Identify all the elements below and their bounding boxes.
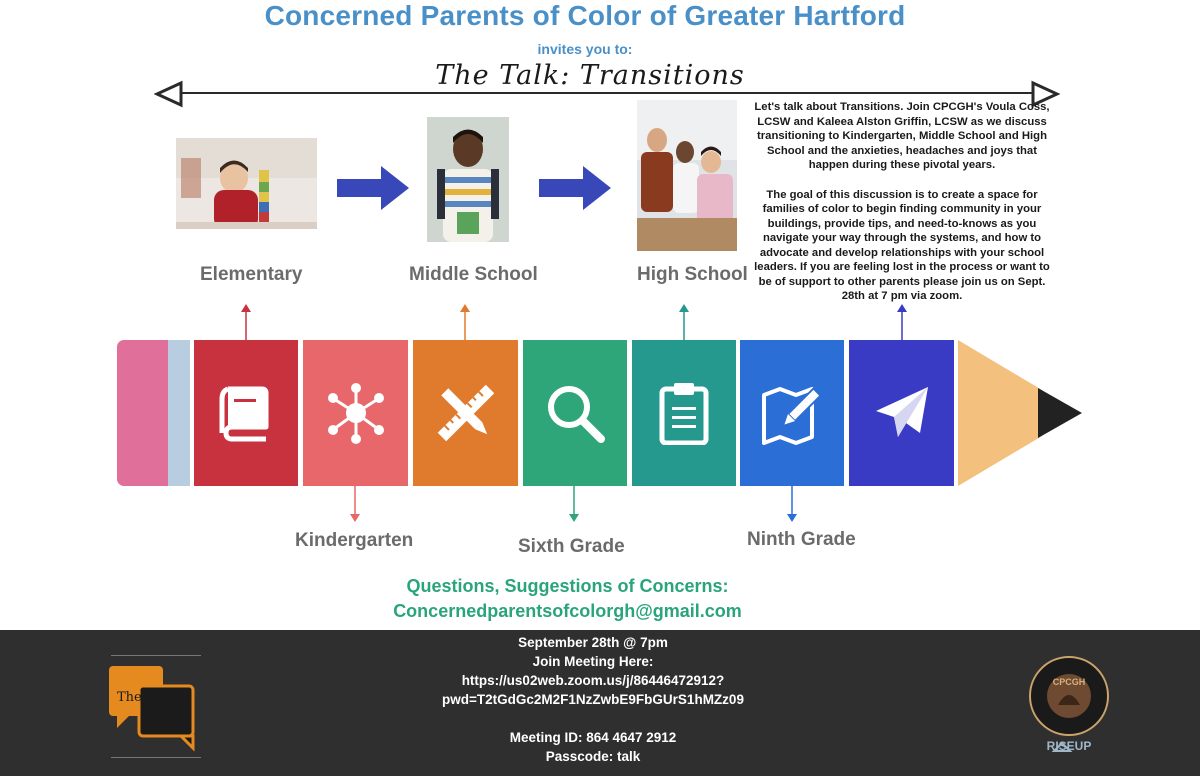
connector-high-school	[678, 304, 690, 342]
connector-description	[896, 304, 908, 342]
arrow-middle-to-high-icon	[539, 166, 612, 210]
cpcgh-badge-text: CPCGH	[1052, 677, 1086, 687]
contact-email-link[interactable]: Concernedparentsofcolorgh@gmail.com	[393, 601, 742, 621]
contact-block	[0, 574, 1135, 624]
book-icon	[214, 383, 278, 443]
timeline-line	[175, 92, 1035, 94]
stage-label-kindergarten: Kindergarten	[295, 530, 414, 551]
the-talk-logo-text: The Talk	[117, 690, 174, 705]
pencil-ferrule	[168, 340, 190, 486]
timeline-left-arrow-icon	[154, 80, 184, 108]
meeting-passcode: Passcode: talk	[545, 749, 641, 764]
contact-heading: Questions, Suggestions of Concerns:	[406, 576, 729, 596]
magnifier-icon	[543, 381, 607, 445]
pencil-segment-6	[740, 340, 844, 486]
invites-text: invites you to:	[537, 41, 633, 57]
meeting-spacer	[393, 709, 793, 728]
network-icon	[324, 381, 388, 445]
description-paragraph-2: The goal of this discussion is to create a space for families of color to begin finding community in your buildings, provide tips, and need-to-knows as you navigate your way through the systems, and how to advocate and develop relationships with your school leaders. If you are feeling lost in the process or want to be of support to other parents please join us on Sept. 28th at 7 pm via zoom.	[754, 188, 1050, 302]
meeting-join-label: Join Meeting Here:	[532, 654, 654, 669]
pencil-segment-1	[194, 340, 298, 486]
ruler-pencil-icon	[434, 381, 498, 445]
connector-ninth-grade	[786, 486, 798, 522]
pencil-eraser	[117, 340, 168, 486]
meeting-id: Meeting ID: 864 4647 2912	[509, 730, 677, 745]
stage-label-middle-school: Middle School	[409, 264, 538, 285]
meeting-details	[393, 633, 793, 766]
org-title: Concerned Parents of Color of Greater Hartford	[264, 0, 906, 31]
map-pencil-icon	[760, 381, 824, 445]
pencil-segment-4	[523, 340, 627, 486]
paper-plane-icon	[870, 381, 934, 445]
clipboard-icon	[652, 381, 716, 445]
stage-label-elementary: Elementary	[200, 264, 303, 285]
event-description	[748, 100, 1056, 319]
pencil-segment-5	[632, 340, 736, 486]
riseup-logo-text: RISEUP	[1046, 739, 1092, 753]
meeting-date: September 28th @ 7pm	[518, 635, 668, 650]
high-school-photo	[637, 100, 737, 251]
the-talk-logo	[95, 652, 210, 764]
connector-middle-school	[459, 304, 471, 342]
pencil-segment-7	[849, 340, 954, 486]
pencil-tip	[958, 340, 1084, 486]
pencil-segment-2	[303, 340, 408, 486]
description-paragraph-1: Let's talk about Transitions. Join CPCGH's Voula Coss, LCSW and Kaleea Alston Griffin, LCSW as we discuss transitioning to Kindergarten, Middle School and High School and the anxieties, headaches and joys that happen during these pivotal years.	[754, 101, 1050, 171]
stage-label-ninth-grade: Ninth Grade	[747, 529, 856, 550]
elementary-photo	[176, 138, 317, 229]
meeting-url-line-1[interactable]: https://us02web.zoom.us/j/86446472912?	[461, 673, 725, 688]
stage-label-sixth-grade: Sixth Grade	[518, 536, 625, 557]
meeting-url-line-2[interactable]: pwd=T2tGdGc2M2F1NzZwbE9FbGUrS1hMZz09	[442, 692, 744, 707]
cpcgh-logo	[1028, 655, 1110, 759]
arrow-elementary-to-middle-icon	[337, 166, 410, 210]
middle-school-photo	[427, 117, 509, 242]
pencil-segment-3	[413, 340, 518, 486]
stage-label-high-school: High School	[637, 264, 748, 285]
connector-sixth-grade	[568, 486, 580, 522]
connector-kindergarten	[349, 486, 361, 522]
connector-elementary	[240, 304, 252, 342]
event-title: The Talk: Transitions	[435, 60, 745, 91]
